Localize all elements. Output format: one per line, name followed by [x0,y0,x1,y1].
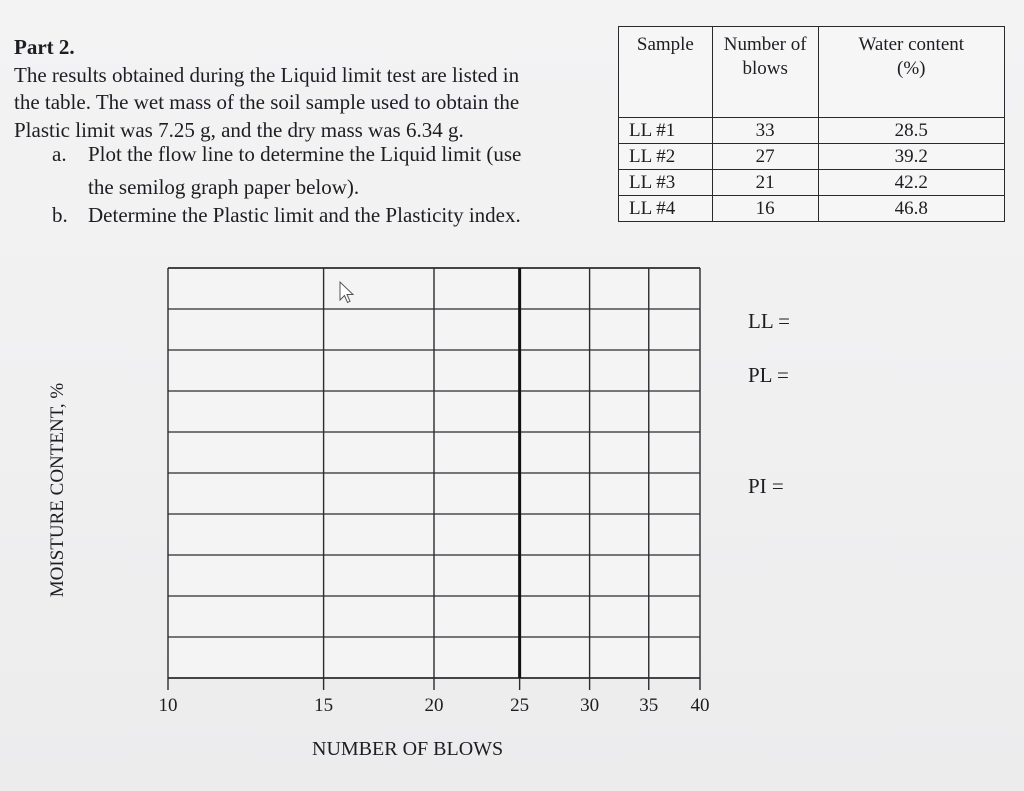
header-blows-text: Number of blows [723,34,807,79]
cell-sample: LL #1 [619,118,713,144]
question-a-text: Plot the flow line to determine the Liquid limit (use [88,142,522,166]
x-tick-label: 40 [690,695,710,716]
answer-ll: LL = [748,309,790,333]
problem-line-1: The results obtained during the Liquid limit test are listed in [14,62,520,87]
answer-pl: PL = [748,363,789,387]
cell-blows: 27 [712,144,818,170]
x-tick-label: 10 [158,695,178,716]
answer-pi: PI = [748,474,784,498]
question-b-text: Determine the Plastic limit and the Plasticity index. [88,203,521,227]
problem-line-3: Plastic limit was 7.25 g, and the dry mass was 6.34 g. [14,117,464,142]
cell-water: 39.2 [818,144,1004,170]
question-a-continued: the semilog graph paper below). [88,175,360,199]
cell-blows: 21 [712,170,818,196]
part-title: Part 2. [14,35,75,59]
cell-water: 46.8 [818,196,1004,222]
cell-blows: 33 [712,118,818,144]
x-tick-marks [168,678,700,690]
problem-line-2: the table. The wet mass of the soil sample used to obtain the [14,90,520,114]
cell-sample: LL #2 [619,144,713,170]
x-tick-label: 20 [424,695,444,716]
y-axis-title: MOISTURE CONTENT, % [47,382,68,598]
x-tick-label: 15 [314,695,334,716]
question-a-label: a. [52,142,67,166]
header-sample: Sample [619,27,713,118]
cell-water: 42.2 [818,170,1004,196]
question-b-label: b. [52,203,68,227]
header-water-text: Water content (%) [858,34,965,79]
cell-sample: LL #3 [619,170,713,196]
cell-blows: 16 [712,196,818,222]
x-tick-label: 25 [510,695,530,716]
cell-sample: LL #4 [619,196,713,222]
x-tick-label: 30 [580,695,600,716]
cell-water: 28.5 [818,118,1004,144]
x-tick-label: 35 [639,695,659,716]
x-axis-title: NUMBER OF BLOWS [312,738,504,760]
x-tick-labels [159,695,710,716]
